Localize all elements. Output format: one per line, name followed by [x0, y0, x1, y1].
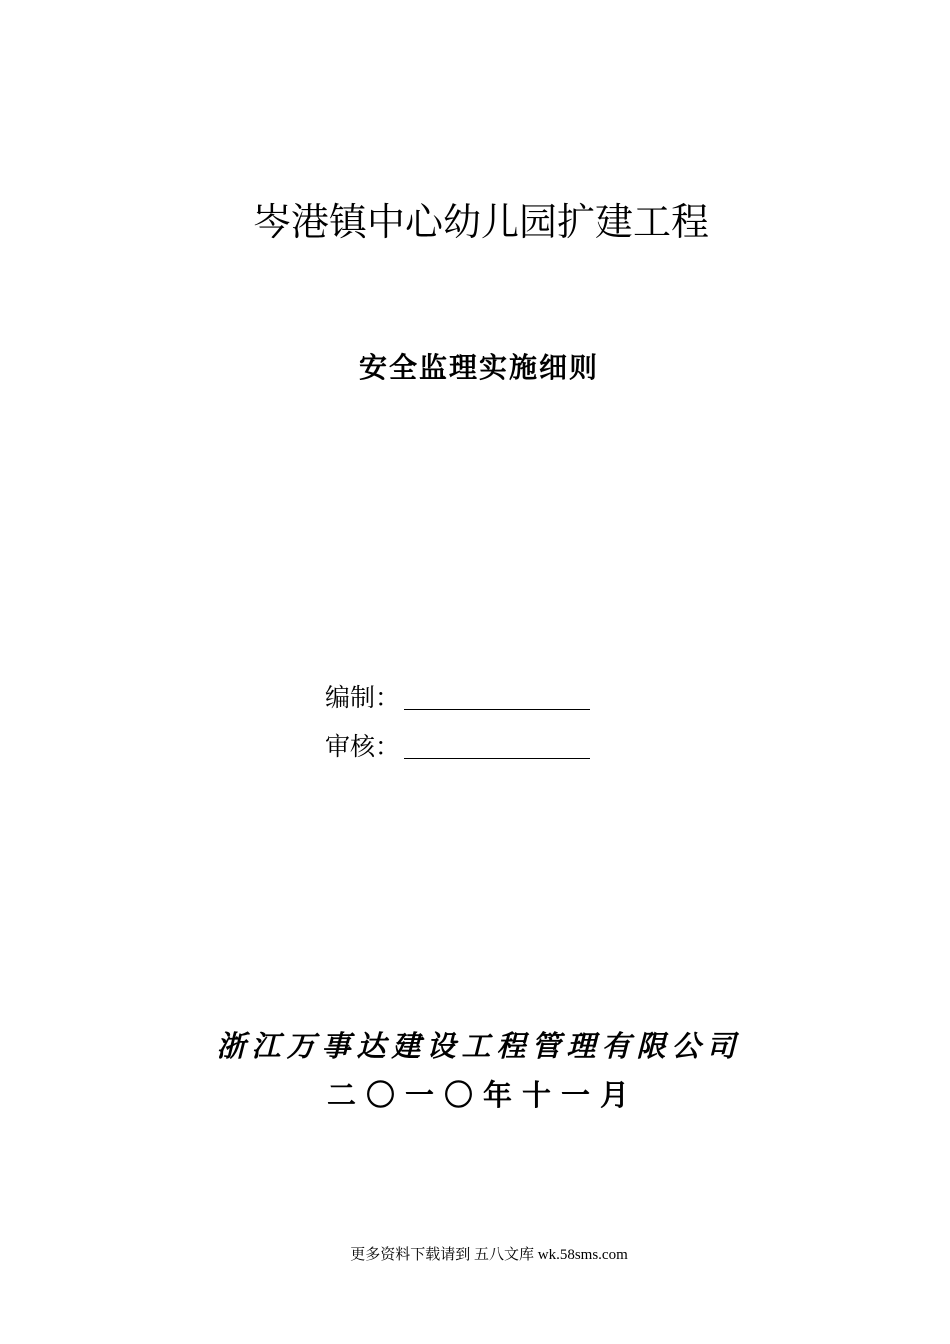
company-name: 浙江万事达建设工程管理有限公司 [216, 1029, 742, 1063]
reviewed-by-row [325, 725, 590, 765]
footer-download-note: 更多资料下载请到 五八文库 wk.58sms.com [350, 1247, 628, 1263]
document-date: 二〇一〇年十一月 [326, 1078, 639, 1112]
document-title: 安全监理实施细则 [358, 351, 599, 384]
compiled-by-row [325, 676, 590, 716]
reviewed-by-signature-line [404, 728, 590, 759]
reviewed-by-label: 审核： [325, 732, 401, 761]
project-title: 岑港镇中心幼儿园扩建工程 [252, 200, 709, 244]
compiled-by-signature-line [404, 679, 590, 710]
compiled-by-label: 编制： [325, 683, 401, 712]
